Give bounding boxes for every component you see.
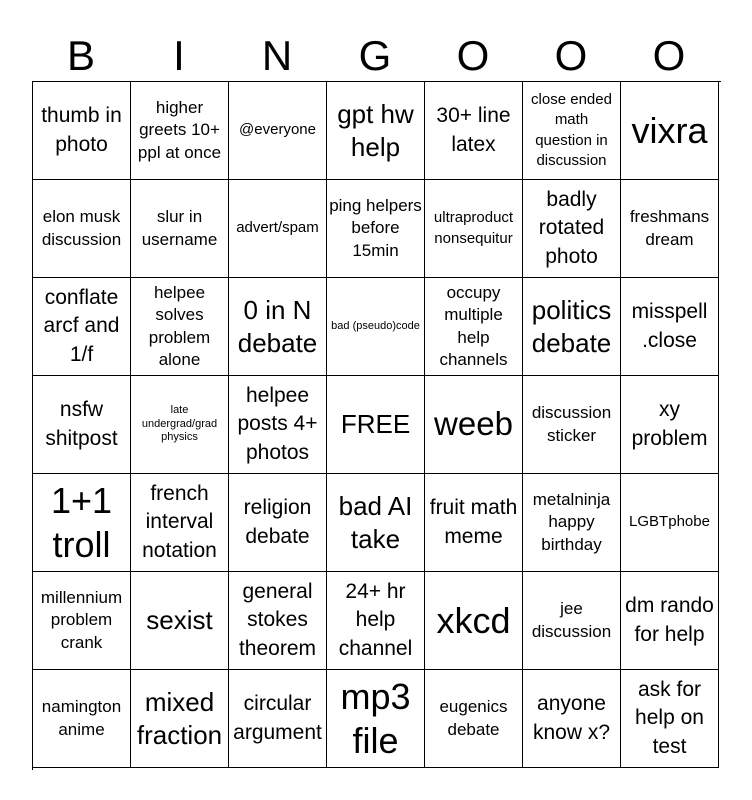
bingo-cell[interactable] xyxy=(523,572,621,670)
bingo-cell-text: namington anime xyxy=(41,697,122,739)
bingo-cell-text: vixra xyxy=(631,109,708,151)
bingo-cell[interactable] xyxy=(523,82,621,180)
bingo-cell[interactable] xyxy=(131,376,229,474)
bingo-cell-text: general stokes theorem xyxy=(238,579,317,660)
bingo-cell-text: 24+ hr help channel xyxy=(338,579,413,660)
bingo-cell[interactable] xyxy=(33,670,131,768)
bingo-cell[interactable] xyxy=(621,376,719,474)
bingo-cell-text: millennium problem crank xyxy=(40,588,123,652)
header-letter: G xyxy=(358,32,392,79)
bingo-cell-text: helpee posts 4+ photos xyxy=(237,383,318,464)
bingo-cell[interactable] xyxy=(229,82,327,180)
bingo-cell-text: 0 in N debate xyxy=(237,295,318,358)
header-letter: O xyxy=(456,32,490,79)
header-letter: B xyxy=(66,32,95,79)
bingo-cell-text: badly rotated photo xyxy=(538,187,605,268)
bingo-cell[interactable] xyxy=(131,278,229,376)
bingo-cell[interactable] xyxy=(425,278,523,376)
header-letter: N xyxy=(261,32,293,79)
bingo-cell-text: bad AI take xyxy=(338,491,413,554)
bingo-cell-text: late undergrad/grad physics xyxy=(141,403,218,444)
bingo-cell-text: helpee solves problem alone xyxy=(148,283,211,369)
bingo-cell[interactable] xyxy=(523,180,621,278)
bingo-cell[interactable] xyxy=(327,572,425,670)
bingo-cell[interactable] xyxy=(621,82,719,180)
bingo-cell-text: elon musk discussion xyxy=(41,207,122,249)
bingo-cell-text: misspell .close xyxy=(631,300,708,352)
bingo-cell-text: @everyone xyxy=(239,121,316,139)
header-letter: O xyxy=(652,32,686,79)
bingo-cell[interactable] xyxy=(131,670,229,768)
bingo-cell[interactable] xyxy=(621,474,719,572)
bingo-cell-text: advert/spam xyxy=(236,219,319,237)
bingo-cell-text: 1+1 troll xyxy=(50,480,113,565)
bingo-cell-text: ping helpers before 15min xyxy=(329,196,422,260)
bingo-cell-text: conflate arcf and 1/f xyxy=(43,285,120,366)
bingo-cell[interactable] xyxy=(327,278,425,376)
bingo-cell[interactable] xyxy=(229,670,327,768)
bingo-cell-text: discussion sticker xyxy=(531,403,612,445)
bingo-cell[interactable] xyxy=(229,474,327,572)
bingo-cell-text: nsfw shitpost xyxy=(45,398,118,450)
bingo-cell[interactable] xyxy=(327,82,425,180)
bingo-cell[interactable] xyxy=(33,572,131,670)
bingo-cell[interactable] xyxy=(131,82,229,180)
bingo-cell[interactable] xyxy=(425,572,523,670)
bingo-cell[interactable] xyxy=(131,180,229,278)
bingo-cell-text: weeb xyxy=(434,405,513,443)
bingo-cell[interactable] xyxy=(425,82,523,180)
bingo-cell-text: higher greets 10+ ppl at once xyxy=(137,98,222,162)
bingo-cell[interactable] xyxy=(523,376,621,474)
bingo-cell-text: ask for help on test xyxy=(635,677,704,758)
bingo-cell[interactable] xyxy=(425,376,523,474)
bingo-cell[interactable] xyxy=(229,278,327,376)
bingo-cell[interactable] xyxy=(33,376,131,474)
bingo-cell[interactable] xyxy=(229,180,327,278)
bingo-cell-text: eugenics debate xyxy=(439,697,508,739)
bingo-cell-text: mp3 file xyxy=(340,676,411,761)
bingo-cell[interactable] xyxy=(621,278,719,376)
bingo-cell[interactable] xyxy=(131,572,229,670)
bingo-cell-text: anyone know x? xyxy=(532,692,611,744)
bingo-cell[interactable] xyxy=(523,670,621,768)
bingo-cell-text: bad (pseudo)code xyxy=(331,319,420,332)
bingo-cell[interactable] xyxy=(523,474,621,572)
bingo-cell[interactable] xyxy=(425,474,523,572)
bingo-cell[interactable] xyxy=(523,278,621,376)
bingo-cell[interactable] xyxy=(425,180,523,278)
bingo-cell[interactable] xyxy=(327,180,425,278)
bingo-cell-text: mixed fraction xyxy=(136,687,223,750)
bingo-cell-text: xy problem xyxy=(631,398,708,450)
bingo-cell-text: close ended math question in discussion xyxy=(531,91,612,169)
header-letter: O xyxy=(554,32,588,79)
bingo-cell-text: xkcd xyxy=(436,599,511,641)
bingo-cell-text: metalninja happy birthday xyxy=(532,490,611,554)
bingo-cell-text: 30+ line latex xyxy=(436,104,511,156)
bingo-cell[interactable] xyxy=(327,376,425,474)
bingo-cell-text: gpt hw help xyxy=(337,99,414,162)
bingo-grid xyxy=(32,81,721,770)
bingo-cell-text: circular argument xyxy=(233,692,322,744)
bingo-cell[interactable] xyxy=(327,474,425,572)
bingo-cell-text: freshmans dream xyxy=(629,207,710,249)
bingo-cell[interactable] xyxy=(621,180,719,278)
bingo-cell-text: fruit math meme xyxy=(429,496,518,548)
bingo-cell[interactable] xyxy=(621,670,719,768)
bingo-cell-text: religion debate xyxy=(243,496,312,548)
bingo-cell[interactable] xyxy=(229,376,327,474)
bingo-cell[interactable] xyxy=(425,670,523,768)
bingo-cell[interactable] xyxy=(229,572,327,670)
bingo-cell[interactable] xyxy=(327,670,425,768)
header-letter: I xyxy=(173,32,185,79)
bingo-cell-text: sexist xyxy=(146,605,213,636)
bingo-cell-text: dm rando for help xyxy=(625,594,714,646)
bingo-cell-text: jee discussion xyxy=(531,599,612,641)
bingo-header xyxy=(32,30,718,82)
bingo-cell-text: ultraproduct nonsequitur xyxy=(433,209,514,247)
bingo-cell[interactable] xyxy=(33,180,131,278)
bingo-cell-text: slur in username xyxy=(141,207,218,249)
bingo-cell[interactable] xyxy=(33,474,131,572)
bingo-cell-text: occupy multiple help channels xyxy=(439,283,508,369)
bingo-cell[interactable] xyxy=(33,278,131,376)
bingo-cell-text: politics debate xyxy=(531,295,612,358)
bingo-cell[interactable] xyxy=(131,474,229,572)
bingo-cell[interactable] xyxy=(621,572,719,670)
bingo-cell-text: LGBTphobe xyxy=(629,513,710,531)
bingo-cell-text: french interval notation xyxy=(142,481,217,562)
bingo-cell-text: FREE xyxy=(340,409,411,440)
bingo-cell-text: thumb in photo xyxy=(41,104,122,156)
bingo-cell[interactable] xyxy=(33,82,131,180)
